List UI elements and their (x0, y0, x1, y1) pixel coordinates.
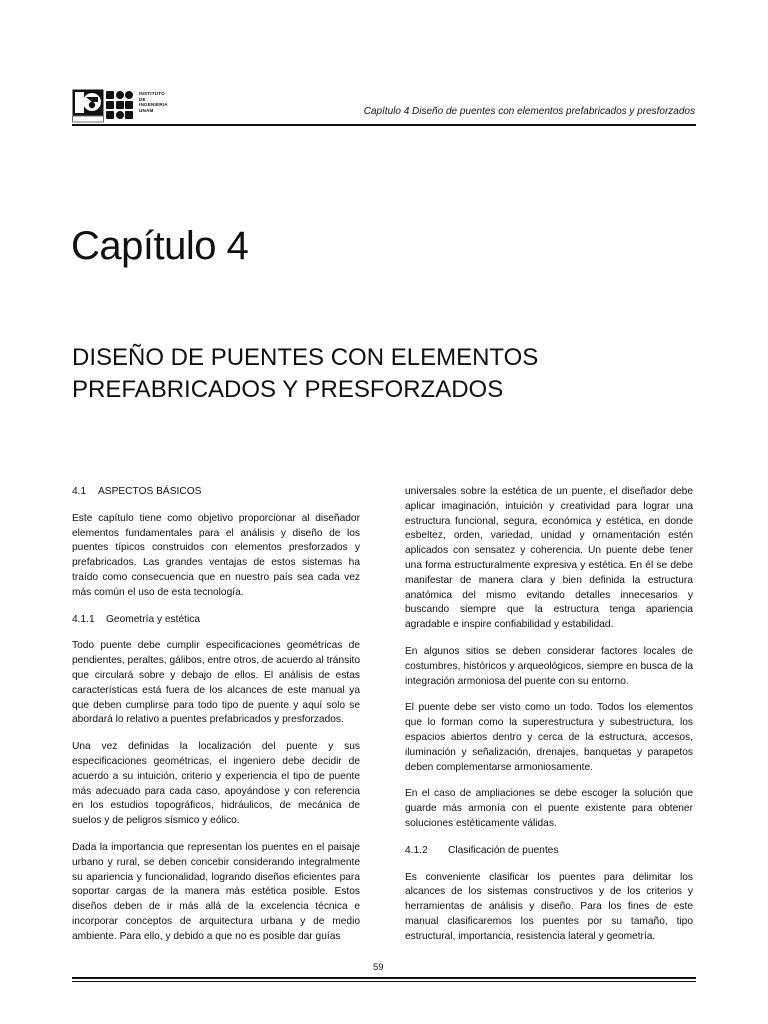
chapter-subtitle-line-1: DISEÑO DE PUENTES CON ELEMENTOS (72, 344, 539, 371)
left-column (72, 485, 360, 957)
footer-rule-thin (72, 981, 696, 982)
section-heading-4-1-1 (72, 613, 360, 628)
institute-line-3: INGENIERIA (139, 102, 168, 108)
section-heading-4-1-2 (405, 844, 693, 859)
institute-logo (106, 89, 202, 123)
paragraph: Este capítulo tiene como objetivo proporcionar al diseñador elementos fundamentales para el análisis y diseño de los puentes típicos construidos con elementos presforzados y prefabricados. Las grandes ventajas de estos sistemas ha traído como consecuencia que en nuestro país sea cada vez más común el uso de esta tecnología. (72, 512, 360, 598)
paragraph: En algunos sitios se deben considerar factores locales de costumbres, históricos y arqueológicos, siempre en busca de la integración armoniosa del puente con su entorno. (405, 645, 693, 687)
section-number: 4.1.1 (72, 613, 95, 625)
institute-line-1: INSTITUTO (139, 91, 165, 96)
section-number: 4.1 (72, 486, 87, 497)
running-head: Capítulo 4 Diseño de puentes con elementos prefabricados y presforzados (363, 106, 695, 117)
anippac-logo (72, 89, 104, 123)
chapter-subtitle (72, 342, 692, 406)
institute-line-2: DE (139, 96, 146, 102)
section-heading-4-1 (72, 485, 360, 500)
paragraph: universales sobre la estética de un puente, el diseñador debe aplicar imaginación, intuición y creatividad para lograr una estructura funcional, segura, económica y estética, en donde esbeltez, orden, variedad, unidad y ornamentación estén aplicados con sensatez y coherencia. Un puente debe tener una forma estructuralmente expresiva y estética. En él se debe manifestar de manera clara y bien definida la estructura anatómica del mismo evitando detalles innecesarios y buscando siempre que la estructura tenga apariencia agradable e inspire confiabilidad y estabilidad. (405, 486, 693, 631)
paragraph: Dada la importancia que representan los puentes en el paisaje urbano y rural, se deben concebir considerando integralmente su apariencia y funcionalidad, logrando diseños eficientes para soportar cargas de la manera más estética posible. Estos diseños deben de ir más allá de la excelencia técnica e incorporar conceptos de arquitectura urbana y de medio ambiente. Para ello, y debido a que no es posible dar guías (72, 841, 360, 942)
paragraph: El puente debe ser visto como un todo. Todos los elementos que lo forman como la superestructura y subestructura, los espacios abiertos dentro y cerca de la estructura, accesos, iluminación y señalización, drenajes, banquetas y parapetos deben complementarse armoniosamente. (405, 702, 693, 773)
institute-name (139, 91, 199, 113)
page-number: 59 (373, 962, 384, 973)
paragraph: En el caso de ampliaciones se debe escoger la solución que guarde más armonía con el puente existente para obtener soluciones estéticamente válidas. (405, 788, 693, 829)
section-number: 4.1.2 (405, 844, 428, 856)
institute-line-4: UNAM (139, 107, 154, 113)
chapter-subtitle-line-2: PREFABRICADOS Y PRESFORZADOS (72, 376, 504, 403)
footer-rule (72, 977, 696, 979)
chapter-title: Capítulo 4 (71, 224, 249, 268)
section-title: ASPECTOS BÁSICOS (98, 486, 202, 497)
right-column (405, 485, 693, 957)
header-rule (72, 124, 696, 126)
paragraph: Es conveniente clasificar los puentes para delimitar los alcances de los sistemas constructivos y de los criterios y herramientas de análisis y diseño. Para los fines de este manual clasificaremos los puentes por su tamaño, tipo estructural, importancia, resistencia lateral y geometría. (405, 871, 693, 942)
paragraph: Todo puente debe cumplir especificaciones geométricas de pendientes, peraltes, gálibos, entre otros, de acuerdo al tránsito que circulará sobre y debajo de ellos. El análisis de estas características está fuera de los alcances de este manual ya que deben cumplirse para todo tipo de puente y aquí solo se abordará lo relativo a puentes prefabricados y presforzados. (72, 640, 360, 726)
paragraph: Una vez definidas la localización del puente y sus especificaciones geométricas, el ingeniero debe decidir de acuerdo a su intuición, criterio y experiencia el tipo de puente más adecuado para cada caso, apoyándose y con referencia en los estudios topográficos, hidráulicos, de mecánica de suelos y de peligros sísmico y eólico. (72, 741, 360, 827)
section-title: Geometría y estética (106, 613, 200, 625)
section-title: Clasificación de puentes (448, 844, 559, 856)
